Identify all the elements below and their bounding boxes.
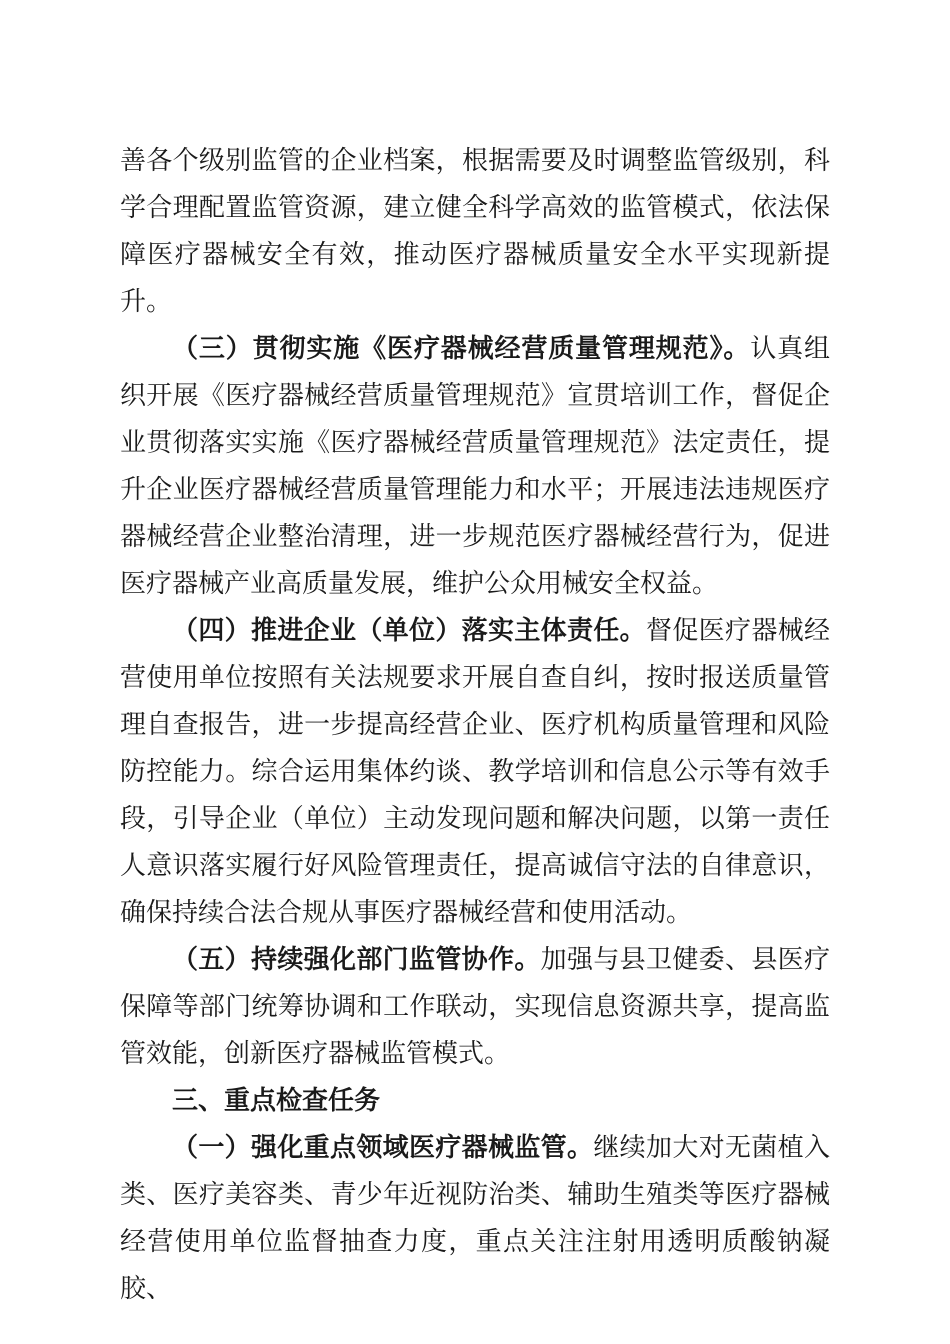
paragraph-4-heading: （四）推进企业（单位）落实主体责任。 (172, 616, 646, 646)
paragraph-5-body: 加强与县卫健委、县医疗保障等部门统筹协调和工作联动，实现信息资源共享，提高监管效能，创新医疗器械监管模式。 (120, 945, 830, 1069)
paragraph-3-heading: （三）贯彻实施《医疗器械经营质量管理规范》。 (172, 334, 751, 364)
paragraph-6-heading: （一）强化重点领域医疗器械监管。 (172, 1133, 594, 1163)
paragraph-3-body: 认真组织开展《医疗器械经营质量管理规范》宣贯培训工作，督促企业贯彻落实实施《医疗器械经营质量管理规范》法定责任，提升企业医疗器械经营质量管理能力和水平；开展违法违规医疗器械经营企业整治清理，进一步规范医疗器械经营行为，促进医疗器械产业高质量发展，维护公众用械安全权益。 (120, 334, 830, 599)
paragraph-5-heading: （五）持续强化部门监管协作。 (172, 945, 541, 975)
paragraph-5 (120, 937, 830, 1078)
paragraph-6-body: 继续加大对无菌植入类、医疗美容类、青少年近视防治类、辅助生殖类等医疗器械经营使用单位监督抽查力度，重点关注注射用透明质酸钠凝胶、 (120, 1133, 830, 1304)
paragraph-4 (120, 608, 830, 937)
paragraph-4-body: 督促医疗器械经营使用单位按照有关法规要求开展自查自纠，按时报送质量管理自查报告，进一步提高经营企业、医疗机构质量管理和风险防控能力。综合运用集体约谈、教学培训和信息公示等有效手段，引导企业（单位）主动发现问题和解决问题，以第一责任人意识落实履行好风险管理责任，提高诚信守法的自律意识，确保持续合法合规从事医疗器械经营和使用活动。 (120, 616, 830, 928)
paragraph-6 (120, 1125, 830, 1313)
document-body (120, 138, 830, 1313)
paragraph-continuation: 善各个级别监管的企业档案，根据需要及时调整监管级别，科学合理配置监管资源，建立健全科学高效的监管模式，依法保障医疗器械安全有效，推动医疗器械质量安全水平实现新提升。 (120, 146, 830, 317)
section-3-heading: 三、重点检查任务 (172, 1086, 381, 1116)
paragraph-3 (120, 326, 830, 608)
